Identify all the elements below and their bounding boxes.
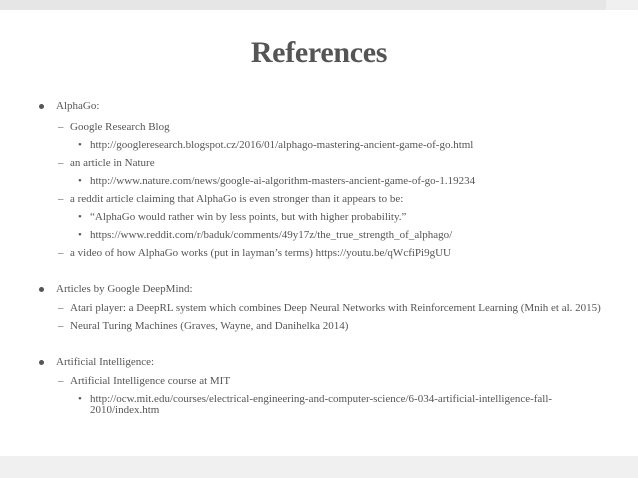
- mit-course-label: Artificial Intelligence course at MIT: [70, 375, 231, 387]
- sub-bullet-icon: •: [78, 229, 82, 241]
- page-title: References: [250, 36, 388, 69]
- blog-label: Google Research Blog: [70, 121, 170, 133]
- ntm-item: Neural Turing Machines (Graves, Wayne, and Danihelka 2014): [70, 320, 349, 332]
- dash-marker: –: [58, 193, 64, 205]
- nature-label: an article in Nature: [70, 157, 155, 169]
- sub-bullet-icon: •: [78, 175, 82, 187]
- dash-marker: –: [58, 121, 64, 133]
- reddit-label: a reddit article claiming that AlphaGo is even stronger than it appears to be:: [70, 193, 404, 205]
- dash-marker: –: [58, 302, 64, 314]
- atari-item: Atari player: a DeepRL system which combines Deep Neural Networks with Reinforcement Learning (Mnih et al. 2015): [70, 302, 601, 314]
- dash-marker: –: [58, 157, 64, 169]
- mit-course-link-line2[interactable]: 2010/index.htm: [90, 404, 160, 416]
- reddit-quote: “AlphaGo would rather win by less points, but with higher probability.”: [90, 211, 407, 223]
- blog-link[interactable]: http://googleresearch.blogspot.cz/2016/01/alphago-mastering-ancient-game-of-go.html: [90, 139, 474, 151]
- reddit-link[interactable]: https://www.reddit.com/r/baduk/comments/49y17z/the_true_strength_of_alphago/: [90, 229, 453, 241]
- section-deepmind-label: Articles by Google DeepMind:: [56, 283, 193, 295]
- bullet-icon: [39, 360, 44, 365]
- bullet-icon: [39, 287, 44, 292]
- sub-bullet-icon: •: [78, 211, 82, 223]
- dash-marker: –: [58, 247, 64, 259]
- video-label[interactable]: a video of how AlphaGo works (put in layman’s terms) https://youtu.be/qWcfiPi9gUU: [70, 247, 451, 259]
- sub-bullet-icon: •: [78, 393, 82, 405]
- dash-marker: –: [58, 375, 64, 387]
- dash-marker: –: [58, 320, 64, 332]
- bullet-icon: [39, 104, 44, 109]
- section-alphago-label: AlphaGo:: [56, 100, 100, 112]
- top-strip: [0, 0, 606, 10]
- section-ai-label: Artificial Intelligence:: [56, 356, 155, 368]
- nature-link[interactable]: http://www.nature.com/news/google-ai-algorithm-masters-ancient-game-of-go-1.19234: [90, 175, 476, 187]
- mit-course-link-line1[interactable]: http://ocw.mit.edu/courses/electrical-engineering-and-computer-science/6-034-artificial-intelligence-fall-: [90, 393, 553, 405]
- sub-bullet-icon: •: [78, 139, 82, 151]
